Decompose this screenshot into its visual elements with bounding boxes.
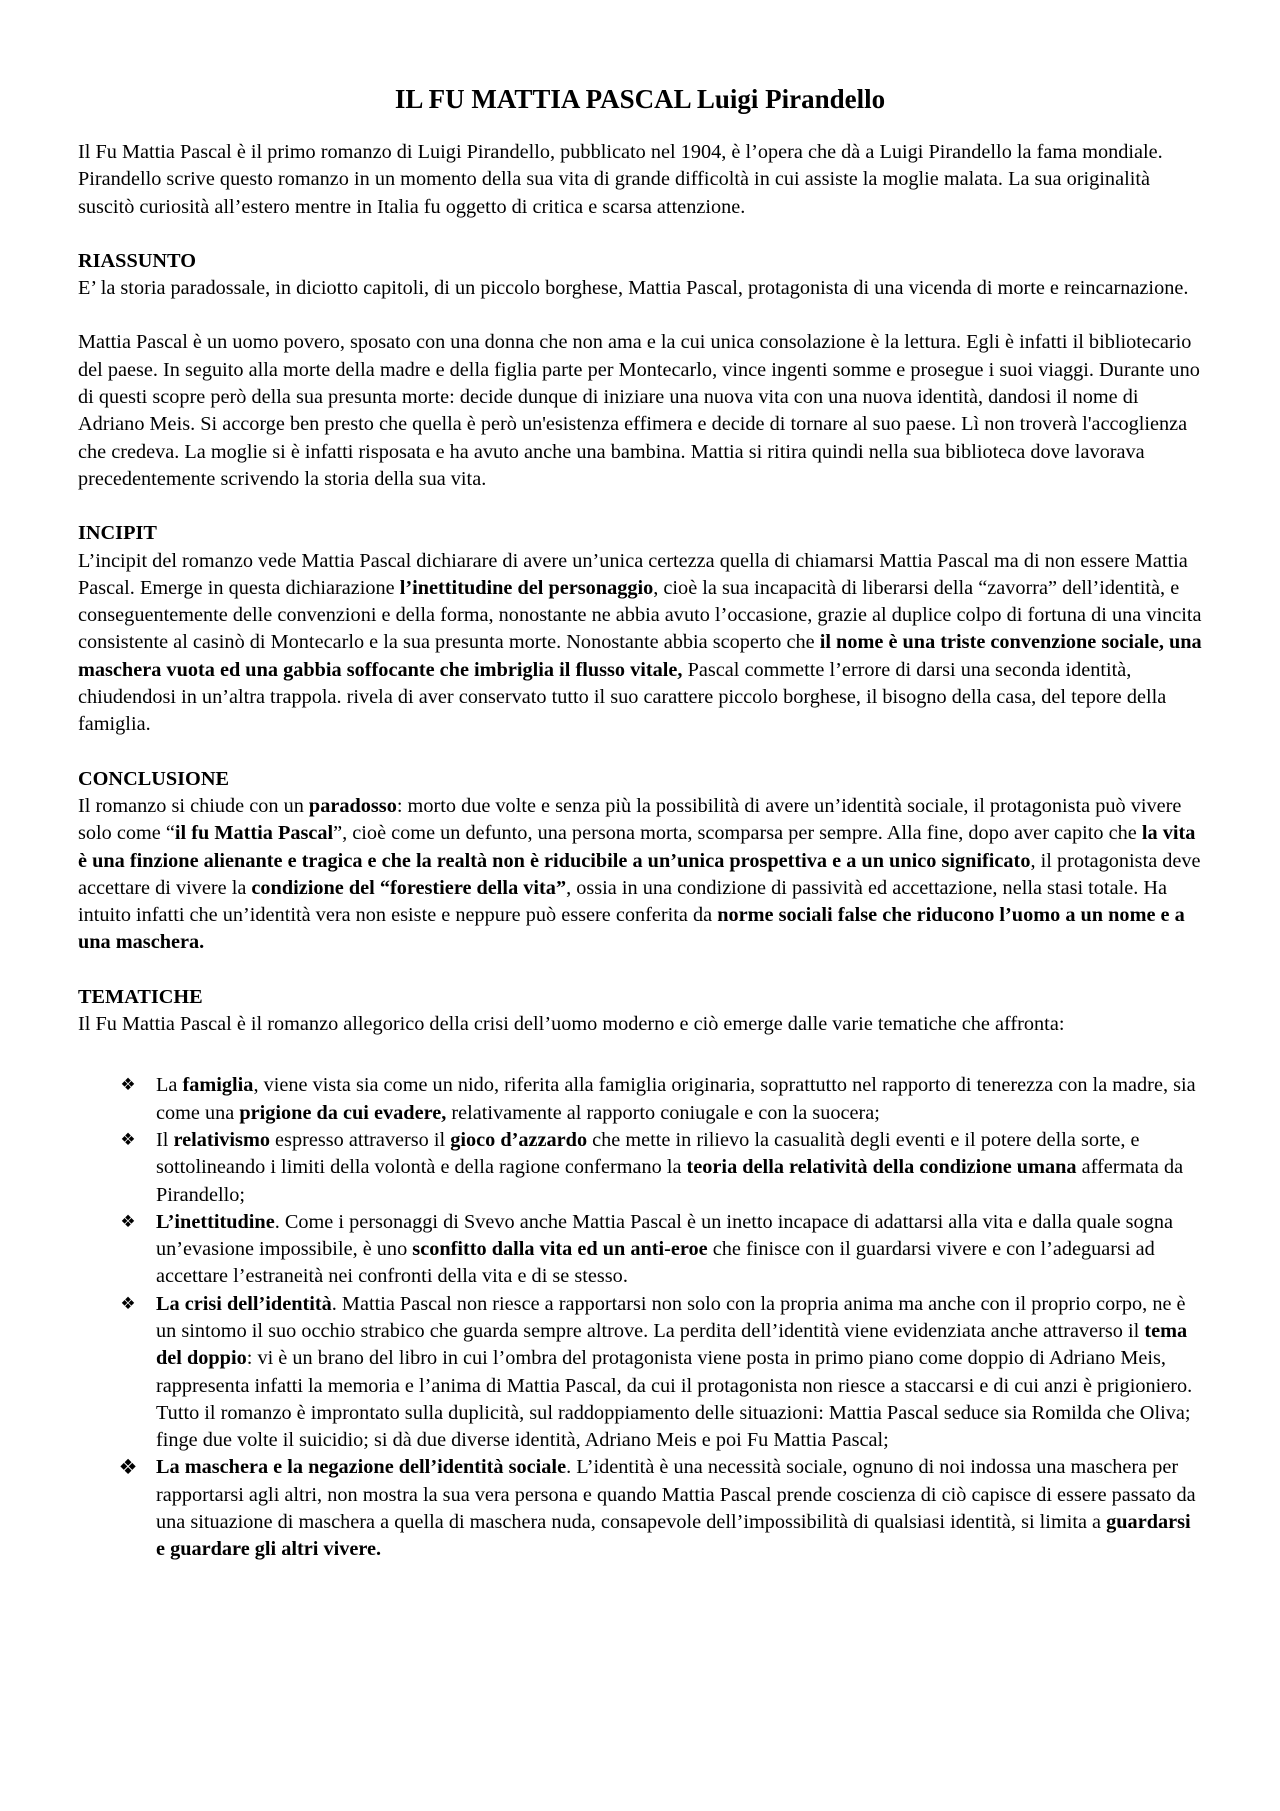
diamond-bullet-icon: ❖ — [120, 1075, 136, 1096]
text-run: Pascal commette l’errore di darsi una seconda identità, chiudendosi in un’altra trappola. rivela di aver conservato tutto il suo carattere piccolo borghese, il bisogno della casa, del tepore della famiglia. — [78, 658, 1167, 736]
text-run: relativamente al rapporto coniugale e con la suocera; — [446, 1101, 880, 1124]
text-run: che finisce con il guardarsi vivere e con l’adeguarsi ad accettare l’estraneità nei confronti della vita e di se stesso. — [156, 1238, 1155, 1288]
bold-run: La maschera e la negazione dell’identità sociale — [156, 1456, 567, 1479]
diamond-bullet-icon: ❖ — [120, 1129, 136, 1150]
bold-run: tema del doppio — [156, 1319, 1188, 1370]
section-heading-conclusione: CONCLUSIONE — [78, 767, 230, 790]
bold-run: l’inettitudine del personaggio — [399, 576, 654, 599]
section-riassunto — [78, 248, 1202, 493]
bold-run: la vita è una finzione alienante e tragica e che la realtà non è riducibile a un’unica prospettiva e a un unico significato — [78, 822, 1196, 872]
text-run: : morto due volte e senza più la possibilità di avere un’identità sociale, il protagonista può vivere solo come “ — [78, 794, 1182, 845]
text-run: La — [156, 1074, 183, 1097]
text-run: affermata da Pirandello; — [156, 1156, 1184, 1206]
text-run: espresso attraverso il — [269, 1128, 451, 1151]
diamond-bullet-icon: ❖ — [120, 1211, 136, 1232]
riassunto-paragraph-1: E’ la storia paradossale, in diciotto capitoli, di un piccolo borghese, Mattia Pascal, protagonista di una vicenda di morte e reincarnazione. — [78, 277, 1189, 300]
section-heading-tematiche: TEMATICHE — [78, 985, 203, 1008]
list-item-famiglia — [78, 1072, 1202, 1127]
text-run: Il romanzo si chiude con un — [78, 794, 309, 817]
bold-run: condizione del “forestiere della vita” — [251, 876, 567, 899]
section-incipit — [78, 520, 1202, 738]
text-run: L’incipit del romanzo vede Mattia Pascal dichiarare di avere un’unica certezza quella di chiamarsi Mattia Pascal ma di non essere Mattia Pascal. Emerge in questa dichiarazione — [78, 549, 1188, 599]
conclusione-paragraph — [78, 793, 1202, 957]
tematiche-intro: Il Fu Mattia Pascal è il romanzo allegorico della crisi dell’uomo moderno e ciò emerge dalle varie tematiche che affronta: — [78, 1013, 1065, 1036]
bold-run: il fu Mattia Pascal — [174, 822, 334, 845]
bold-run: La crisi dell’identità — [156, 1292, 332, 1315]
riassunto-paragraph-2: Mattia Pascal è un uomo povero, sposato con una donna che non ama e la cui unica consolazione è la lettura. Egli è infatti il bibliotecario del paese. In seguito alla morte della madre e della figlia parte per Montecarlo, vince ingenti somme e prosegue i suoi viaggi. Durante uno di questi scopre però della sua presunta morte: decide dunque di iniziare una nuova vita con una nuova identità, dandosi il nome di Adriano Meis. Si accorge ben presto che quella è però un'esistenza effimera e decide di tornare al suo paese. Lì non troverà l'accoglienza che credeva. La moglie si è infatti risposata e ha avuto anche una bambina. Mattia si ritira quindi nella sua biblioteca dove lavorava precedentemente scrivendo la storia della sua vita. — [78, 331, 1200, 490]
bold-run: teoria della relatività della condizione umana — [686, 1156, 1077, 1179]
bold-run: famiglia — [182, 1074, 254, 1097]
bold-run: prigione da cui evadere, — [239, 1101, 447, 1124]
text-run: ”, cioè come un defunto, una persona morta, scomparsa per sempre. Alla fine, dopo aver capito che — [333, 822, 1142, 845]
diamond-bullet-icon: ❖ — [120, 1293, 136, 1314]
text-run: , ossia in una condizione di passività ed accettazione, nella stasi totale. Ha intuito infatti che un’identità vera non esiste e neppure può essere conferita da — [78, 876, 1168, 927]
text-run: , cioè la sua incapacità di liberarsi della “zavorra” dell’identità, e conseguentemente delle convenzioni e della forma, nonostante ne abbia avuto l’occasione, grazie al duplice colpo di fortuna di una vincita consistente al casinò di Montecarlo e la sua presunta morte. Nonostante abbia scoperto che — [78, 576, 1202, 654]
text-run: Tutto il romanzo è improntato sulla duplicità, sul raddoppiamento delle situazioni: Mattia Pascal seduce sia Romilda che Oliva; finge due volte il suicidio; si dà due diverse identità, Adriano Meis e poi Fu Mattia Pascal; — [156, 1401, 1191, 1452]
section-tematiche — [78, 984, 1202, 1564]
list-item-relativismo — [78, 1127, 1202, 1209]
list-item-inettitudine — [78, 1209, 1202, 1291]
text-run: : vi è un brano del libro in cui l’ombra del protagonista viene posta in primo piano come doppio di Adriano Meis, rappresenta infatti la memoria e l’anima di Mattia Pascal, da cui il protagonista non riesce a staccarsi e di cui anzi è prigioniero. — [156, 1347, 1193, 1397]
tematiche-list — [78, 1072, 1202, 1563]
list-item-maschera — [78, 1454, 1202, 1563]
text-run: , il protagonista deve accettare di vivere la — [78, 849, 1201, 899]
list-item-crisi-identita — [78, 1291, 1202, 1455]
section-heading-riassunto: RIASSUNTO — [78, 249, 196, 272]
section-heading-incipit: INCIPIT — [78, 522, 157, 545]
document-title: IL FU MATTIA PASCAL Luigi Pirandello — [394, 84, 886, 114]
incipit-paragraph — [78, 548, 1202, 739]
text-run: Il — [156, 1128, 174, 1151]
bold-run: paradosso — [308, 794, 397, 817]
section-conclusione — [78, 766, 1202, 957]
text-run: . Mattia Pascal non riesce a rapportarsi non solo con la propria anima ma anche con il proprio corpo, ne è un sintomo il suo occhio strabico che guarda sempre altrove. La perdita dell’identità viene evidenziata anche attraverso il — [156, 1292, 1186, 1342]
diamond-bullet-icon: ❖ — [118, 1455, 138, 1480]
bold-run: sconfitto dalla vita ed un anti-eroe — [412, 1238, 708, 1261]
bold-run: il nome è una triste convenzione sociale, una maschera vuota ed una gabbia soffocante che imbriglia il flusso vitale, — [78, 631, 1202, 681]
text-run: che mette in rilievo la casualità degli eventi e il potere della sorte, e sottolineando i limiti della volontà e della ragione confermano la — [156, 1128, 1140, 1179]
text-run: , viene vista sia come un nido, riferita alla famiglia originaria, soprattutto nel rapporto di tenerezza con la madre, sia come una — [156, 1074, 1196, 1124]
bold-run: guardarsi e guardare gli altri vivere. — [156, 1511, 1191, 1561]
bold-run: gioco d’azzardo — [450, 1128, 588, 1151]
bold-run: L’inettitudine — [156, 1210, 275, 1233]
text-run: . L’identità è una necessità sociale, ognuno di noi indossa una maschera per rapportarsi agli altri, non mostra la sua vera persona e quando Mattia Pascal prende coscienza di ciò capisce di essere passato da una situazione di maschera a quella di maschera nuda, consapevole dell’impossibilità di qualsiasi identità, si limita a — [156, 1456, 1196, 1534]
text-run: . Come i personaggi di Svevo anche Mattia Pascal è un inetto incapace di adattarsi alla vita e dalla quale sogna un’evasione impossibile, è uno — [156, 1210, 1173, 1261]
bold-run: relativismo — [173, 1128, 270, 1151]
intro-paragraph: Il Fu Mattia Pascal è il primo romanzo di Luigi Pirandello, pubblicato nel 1904, è l’opera che dà a Luigi Pirandello la fama mondiale. Pirandello scrive questo romanzo in un momento della sua vita di grande difficoltà in cui assiste la moglie malata. La sua originalità suscitò curiosità all’estero mentre in Italia fu oggetto di critica e scarsa attenzione. — [78, 141, 1163, 218]
bold-run: norme sociali false che riducono l’uomo a un nome e a una maschera. — [78, 904, 1185, 954]
